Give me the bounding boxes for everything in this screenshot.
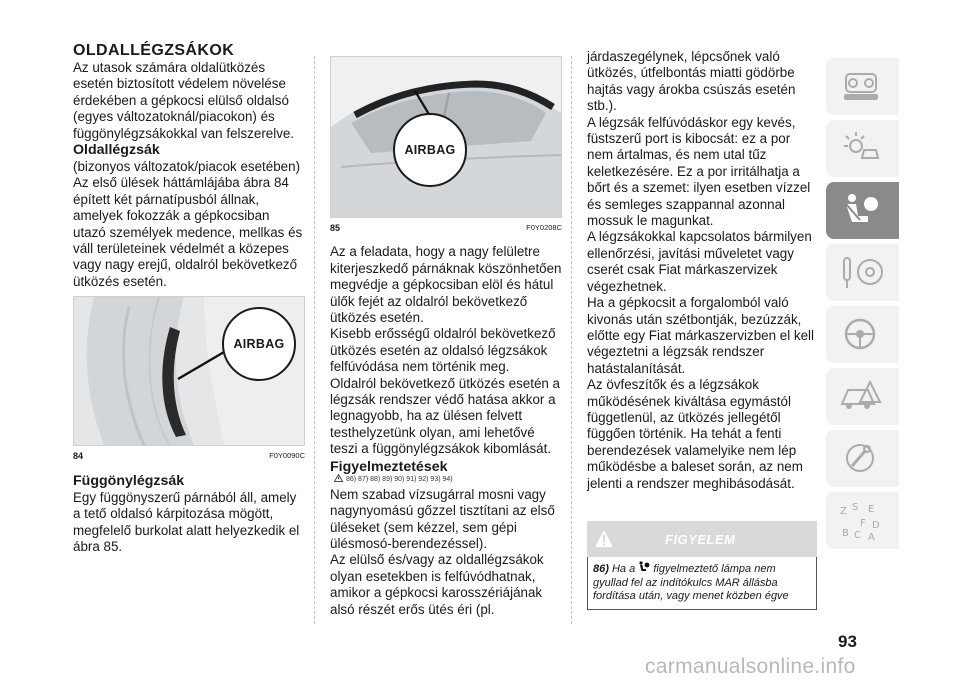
dust-paragraph: A légzsák felfúvódáskor egy kevés, füstszerű port is kibocsát: ez a por nem ártalmas, és nem utal tűz keletkezésére. Ez a por irritálhatja a bőrt és a szemet: ilyen esetben vízzel és semleges szappannal azonnal mossuk le magunkat.: [587, 114, 811, 229]
chapter-tab-emergency[interactable]: [826, 368, 899, 425]
svg-text:F: F: [860, 518, 866, 529]
column-3: [587, 49, 819, 492]
figure-number: 85: [330, 223, 341, 233]
warning-header: [587, 521, 817, 557]
section-title: OLDALLÉGZSÁKOK: [73, 42, 235, 59]
scrapping-paragraph: Ha a gépkocsit a forgalomból való kivonás után szétbontják, bezúzzák, előtte egy Fiat márkaszervizben el kell végeztetni a légzsák rendszer hatástalanítását.: [587, 295, 814, 376]
key-ignition-icon: [838, 252, 884, 294]
svg-text:Z: Z: [840, 506, 847, 517]
figure-code: F0Y0090C: [269, 451, 305, 461]
chapter-tab-maintenance[interactable]: [826, 430, 899, 487]
minor-impact-paragraph: Kisebb erősségű oldalról bekövetkező ütközés esetén az oldalsó légzsákok felfúvódása nem történik meg.: [330, 326, 556, 375]
warning-references: [334, 476, 453, 483]
intro-paragraph: Az utasok számára oldalütközés esetén biztosított védelem növelése érdekében a gépkocsi elülső oldalsó (egyes változatoknál/piacokon) és függönylégzsákokkal van felszerelve.: [73, 60, 295, 141]
underbody-continuation: járdaszegélynek, lépcsőnek való ütközés, útfelbontás miatti gödörbe hajtás vagy árokba csúszás esetén stb.).: [587, 49, 796, 114]
figure-84-caption: [73, 448, 305, 464]
svg-text:D: D: [872, 520, 880, 531]
chapter-tab-driving[interactable]: [826, 306, 899, 363]
side-airbag-paragraph: (bizonyos változatok/piacok esetében) Az első ülések háttámlájába ábra 84 épített két párnatípusból állnak, amelyek fokozzák a gépkocsiban utazó személyek medence, mellkas és váll területeinek védelmét a közepes vagy nagy erejű, oldalról bekövetkező ütközés esetén.: [73, 159, 303, 289]
page-number: 93: [838, 632, 857, 651]
side-airbag-heading: Oldallégzsák: [73, 142, 160, 159]
warning-number: 86): [593, 563, 609, 575]
airbag-seatbelt-icon: [838, 190, 884, 232]
airbag-warning-lamp-icon: [638, 561, 650, 573]
curtain-purpose-paragraph: Az a feladata, hogy a nagy felületre kiterjeszkedő párnáknak köszönhetően megvédje a gépkocsiban elöl és hátul ülők fejét az oldalról bekövetkező ütközés esetén.: [330, 244, 562, 326]
svg-text:B: B: [842, 528, 849, 539]
warning-refs-line: [330, 473, 562, 486]
washing-paragraph: Nem szabad vízsugárral mosni vagy nagynyomású gőzzel tisztítani az első üléseket (sem kézzel, sem gépi ülésmosó-berendezéssel).: [330, 486, 555, 551]
warning-triangle-icon: [334, 474, 343, 482]
warning-text-rest: figyelmeztető lámpa nem gyullad fel az indítókulcs MAR állásba fordítása után, vagy menet közben égve: [593, 563, 789, 602]
svg-text:E: E: [868, 504, 875, 515]
figure-85-caption: [330, 220, 562, 236]
pretensioner-paragraph: Az övfeszítők és a légzsákok működésének kiváltása egymástól függetlenül, az ütközés jellegétől függően történik. Ha tehát a fenti berendezések valamelyike nem lép működésbe a baleset során, az nem jelenti a rendszer meghibásodását.: [587, 377, 803, 491]
steering-wheel-icon: [838, 314, 884, 356]
warnings-heading-text: Figyelmeztetések: [330, 458, 448, 475]
service-tools-icon: [838, 438, 884, 480]
figure-85-curtain-airbag: [330, 56, 562, 218]
index-letters-icon: [838, 500, 884, 542]
warning-triangle-icon: [593, 528, 615, 550]
figure-number: 84: [73, 451, 84, 462]
svg-text:A: A: [868, 532, 875, 542]
car-dashboard-icon: [838, 66, 884, 108]
figure-code: F0Y0208C: [526, 223, 562, 232]
column-2: [330, 42, 562, 618]
curtain-airbag-paragraph: Egy függönyszerű párnából áll, amely a tető oldalsó kárpitozása mögött, megfelelő burkolat alatt helyezkedik el ábra 85.: [73, 489, 300, 554]
figure-84-seat-airbag: [73, 296, 305, 446]
warning-text-start: Ha a: [611, 563, 636, 575]
column-divider: [571, 56, 572, 624]
svg-text:S: S: [852, 502, 859, 513]
airbag-label-badge: AIRBAG: [393, 113, 467, 187]
warning-refs-text: 86) 87) 88) 89) 90) 91) 92) 93) 94): [346, 475, 453, 483]
curtain-airbag-heading: Függönylégzsák: [73, 472, 185, 489]
warning-lights-icon: [838, 128, 884, 170]
service-paragraph: A légzsákokkal kapcsolatos bármilyen ellenőrzési, javítási műveletet vagy cserét csak Fiat márkaszervizek végezhetnek.: [587, 229, 812, 294]
watermark-text[interactable]: carmanualsonline.info: [645, 655, 856, 678]
posture-paragraph: Oldalról bekövetkező ütközés esetén a légzsák rendszer védő hatása akkor a legnagyobb, ha az ülésen felvett testhelyzetünk olyan, ami lehetővé teszi a függönylégzsákok kibomlását.: [330, 375, 561, 457]
warning-box: [587, 521, 817, 611]
emergency-breakdown-icon: [838, 376, 884, 418]
column-divider: [314, 56, 315, 624]
underbody-paragraph: Az elülső és/vagy az oldallégzsákok olyan esetekben is felfúvódhatnak, amikor a gépkocsi karosszériájának alsó részét erős ütés éri (pl.: [330, 552, 544, 617]
chapter-sidebar: [826, 58, 899, 554]
chapter-tab-safety[interactable]: [826, 182, 899, 239]
warning-title: FIGYELEM: [665, 531, 736, 547]
chapter-tab-warning-lights[interactable]: [826, 120, 899, 177]
chapter-tab-dashboard[interactable]: [826, 58, 899, 115]
svg-text:C: C: [854, 530, 861, 541]
column-1: [73, 42, 305, 555]
chapter-tab-index[interactable]: [826, 492, 899, 549]
chapter-tab-starting[interactable]: [826, 244, 899, 301]
airbag-label-badge: AIRBAG: [222, 307, 296, 381]
warning-text: [587, 557, 817, 610]
